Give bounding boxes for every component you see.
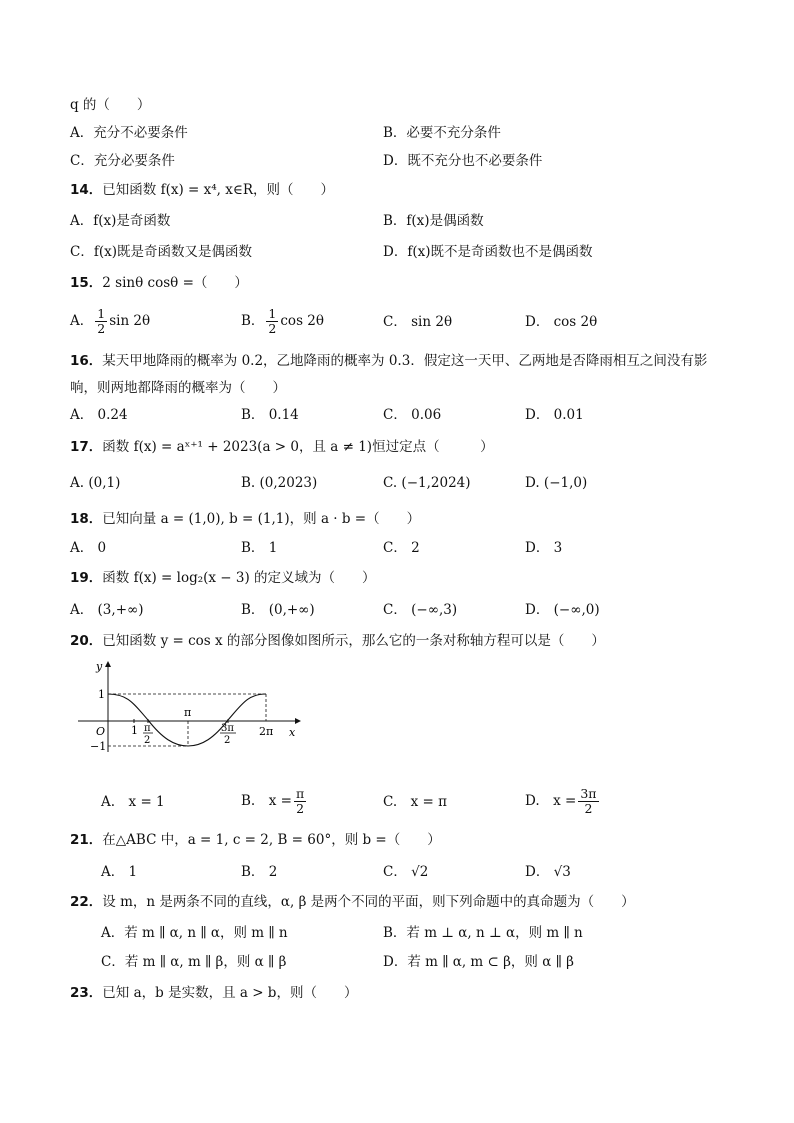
x-label-3half-pi-num: 3π bbox=[221, 723, 234, 734]
q18-stem: 已知向量 a = (1,0), b = (1,1)，则 a · b =（ ） bbox=[102, 511, 421, 527]
x-label-2pi: 2π bbox=[259, 725, 274, 738]
q20-number: 20． bbox=[70, 633, 103, 649]
q17-option-b[interactable]: B. (0,2023) bbox=[241, 475, 318, 491]
q19-option-c[interactable]: C． (−∞,3) bbox=[383, 602, 458, 618]
q16-stem-line1: 某天甲地降雨的概率为 0.2，乙地降雨的概率为 0.3．假定这一天甲、乙两地是否降雨相互之间没有影 bbox=[102, 353, 708, 369]
q17-stem: 函数 f(x) = aˣ⁺¹ + 2023(a > 0，且 a ≠ 1)恒过定点（ ） bbox=[102, 439, 494, 455]
q22-stem: 设 m，n 是两条不同的直线，α, β 是两个不同的平面，则下列命题中的真命题为（ ） bbox=[102, 894, 635, 910]
q20-b-label: B. x = bbox=[241, 793, 292, 809]
q23-number: 23． bbox=[70, 985, 103, 1001]
q18-option-b[interactable]: B． 1 bbox=[241, 540, 278, 556]
q22 bbox=[70, 893, 635, 911]
q14-option-b[interactable]: B．f(x)是偶函数 bbox=[383, 213, 484, 229]
q15-b-tail: cos 2θ bbox=[280, 313, 324, 329]
q22-option-c[interactable]: C．若 m ∥ α, m ∥ β，则 α ∥ β bbox=[101, 954, 287, 970]
q13-option-d[interactable]: D．既不充分也不必要条件 bbox=[383, 153, 543, 169]
q19 bbox=[70, 569, 376, 587]
q18-option-c[interactable]: C． 2 bbox=[383, 540, 420, 556]
y-axis-label: y bbox=[96, 660, 103, 673]
q20-d-den: 2 bbox=[584, 801, 593, 816]
q17-option-a[interactable]: A. (0,1) bbox=[70, 475, 121, 491]
cosine-graph bbox=[76, 656, 306, 756]
q20-option-a[interactable]: A. x = 1 bbox=[101, 794, 165, 810]
q21 bbox=[70, 831, 441, 849]
q15-option-b[interactable] bbox=[241, 304, 324, 338]
q17-option-d[interactable]: D. (−1,0) bbox=[525, 475, 588, 491]
q15-b-label: B． bbox=[241, 313, 265, 329]
q20-b-num: π bbox=[295, 786, 305, 801]
q21-number: 21． bbox=[70, 832, 103, 848]
q19-stem: 函数 f(x) = log₂(x − 3) 的定义域为（ ） bbox=[102, 570, 376, 586]
q18-option-d[interactable]: D． 3 bbox=[525, 540, 563, 556]
q15-a-den: 2 bbox=[97, 321, 106, 336]
q21-option-b[interactable]: B． 2 bbox=[241, 864, 278, 880]
q22-option-b[interactable]: B．若 m ⊥ α, n ⊥ α，则 m ∥ n bbox=[383, 925, 583, 941]
q21-option-c[interactable]: C． √2 bbox=[383, 864, 429, 880]
q19-option-d[interactable]: D． (−∞,0) bbox=[525, 602, 600, 618]
q16-option-b[interactable]: B． 0.14 bbox=[241, 407, 299, 423]
q16-option-d[interactable]: D． 0.01 bbox=[525, 407, 584, 423]
q20-b-den: 2 bbox=[296, 801, 305, 816]
q14-option-c[interactable]: C．f(x)既是奇函数又是偶函数 bbox=[70, 244, 252, 260]
q14-number: 14． bbox=[70, 182, 103, 198]
q20-option-d[interactable] bbox=[525, 784, 601, 818]
q14-option-d[interactable]: D．f(x)既不是奇函数也不是偶函数 bbox=[383, 244, 593, 260]
q15-option-d[interactable]: D． cos 2θ bbox=[525, 314, 598, 330]
q16-option-c[interactable]: C． 0.06 bbox=[383, 407, 442, 423]
q15-option-c[interactable]: C． sin 2θ bbox=[383, 314, 453, 330]
q13-option-b[interactable]: B．必要不充分条件 bbox=[383, 125, 501, 141]
q20-b-fraction bbox=[294, 787, 306, 816]
q14-stem: 已知函数 f(x) = x⁴, x∈R，则（ ） bbox=[102, 182, 335, 198]
q20-option-c[interactable]: C. x = π bbox=[383, 794, 448, 810]
q23 bbox=[70, 984, 357, 1002]
q19-number: 19． bbox=[70, 570, 103, 586]
q16-option-a[interactable]: A． 0.24 bbox=[70, 407, 128, 423]
x-label-3half-pi-den: 2 bbox=[224, 735, 231, 746]
q16 bbox=[70, 352, 707, 370]
cosine-curve bbox=[108, 694, 266, 746]
q19-option-b[interactable]: B． (0,+∞) bbox=[241, 602, 315, 618]
q13-option-c[interactable]: C．充分必要条件 bbox=[70, 153, 175, 169]
q22-number: 22． bbox=[70, 894, 103, 910]
q18-option-a[interactable]: A． 0 bbox=[70, 540, 107, 556]
x-label-half-pi-den: 2 bbox=[144, 735, 151, 746]
y-top-label: 1 bbox=[98, 688, 105, 701]
q14-option-a[interactable]: A．f(x)是奇函数 bbox=[70, 213, 171, 229]
q21-option-a[interactable]: A． 1 bbox=[101, 864, 138, 880]
q17-option-c[interactable]: C. (−1,2024) bbox=[383, 475, 471, 491]
q20-d-num: 3π bbox=[580, 786, 597, 801]
q15-b-fraction bbox=[266, 307, 278, 336]
q20-d-label: D. x = bbox=[525, 793, 577, 809]
q20-d-fraction bbox=[578, 787, 598, 816]
q22-option-a[interactable]: A．若 m ∥ α, n ∥ α，则 m ∥ n bbox=[101, 925, 288, 941]
q14 bbox=[70, 181, 334, 199]
q21-stem: 在△ABC 中，a = 1, c = 2, B = 60°，则 b =（ ） bbox=[102, 832, 441, 848]
q15-b-num: 1 bbox=[268, 306, 277, 321]
x-label-pi: π bbox=[184, 706, 192, 719]
q15-number: 15． bbox=[70, 275, 103, 291]
q20 bbox=[70, 632, 605, 650]
q15-option-a[interactable] bbox=[70, 304, 150, 338]
q15-a-tail: sin 2θ bbox=[109, 313, 151, 329]
q13-stem-tail: q 的（ ） bbox=[70, 97, 151, 113]
x-label-1: 1 bbox=[131, 724, 138, 737]
q16-number: 16． bbox=[70, 353, 103, 369]
q15-stem: 2 sinθ cosθ =（ ） bbox=[102, 275, 248, 291]
q17 bbox=[70, 438, 494, 456]
q15-a-num: 1 bbox=[97, 306, 106, 321]
q13-option-a[interactable]: A．充分不必要条件 bbox=[70, 125, 188, 141]
y-bottom-label: −1 bbox=[90, 740, 107, 753]
q23-stem: 已知 a，b 是实数，且 a > b，则（ ） bbox=[102, 985, 358, 1001]
q18-number: 18． bbox=[70, 511, 103, 527]
x-axis-label: x bbox=[289, 726, 296, 739]
q21-option-d[interactable]: D． √3 bbox=[525, 864, 571, 880]
origin-label: O bbox=[96, 725, 106, 738]
q15-b-den: 2 bbox=[268, 321, 277, 336]
q20-option-b[interactable] bbox=[241, 784, 308, 818]
q15-a-label: A． bbox=[70, 313, 94, 329]
q16-stem-line2: 响，则两地都降雨的概率为（ ） bbox=[70, 380, 286, 396]
q15 bbox=[70, 274, 248, 292]
q15-a-fraction bbox=[95, 307, 107, 336]
q17-number: 17． bbox=[70, 439, 103, 455]
q20-stem: 已知函数 y = cos x 的部分图像如图所示，那么它的一条对称轴方程可以是（ ） bbox=[102, 633, 605, 649]
q19-option-a[interactable]: A． (3,+∞) bbox=[70, 602, 144, 618]
x-label-half-pi-num: π bbox=[144, 723, 151, 734]
q18 bbox=[70, 510, 420, 528]
q22-option-d[interactable]: D．若 m ∥ α, m ⊂ β，则 α ∥ β bbox=[383, 954, 574, 970]
